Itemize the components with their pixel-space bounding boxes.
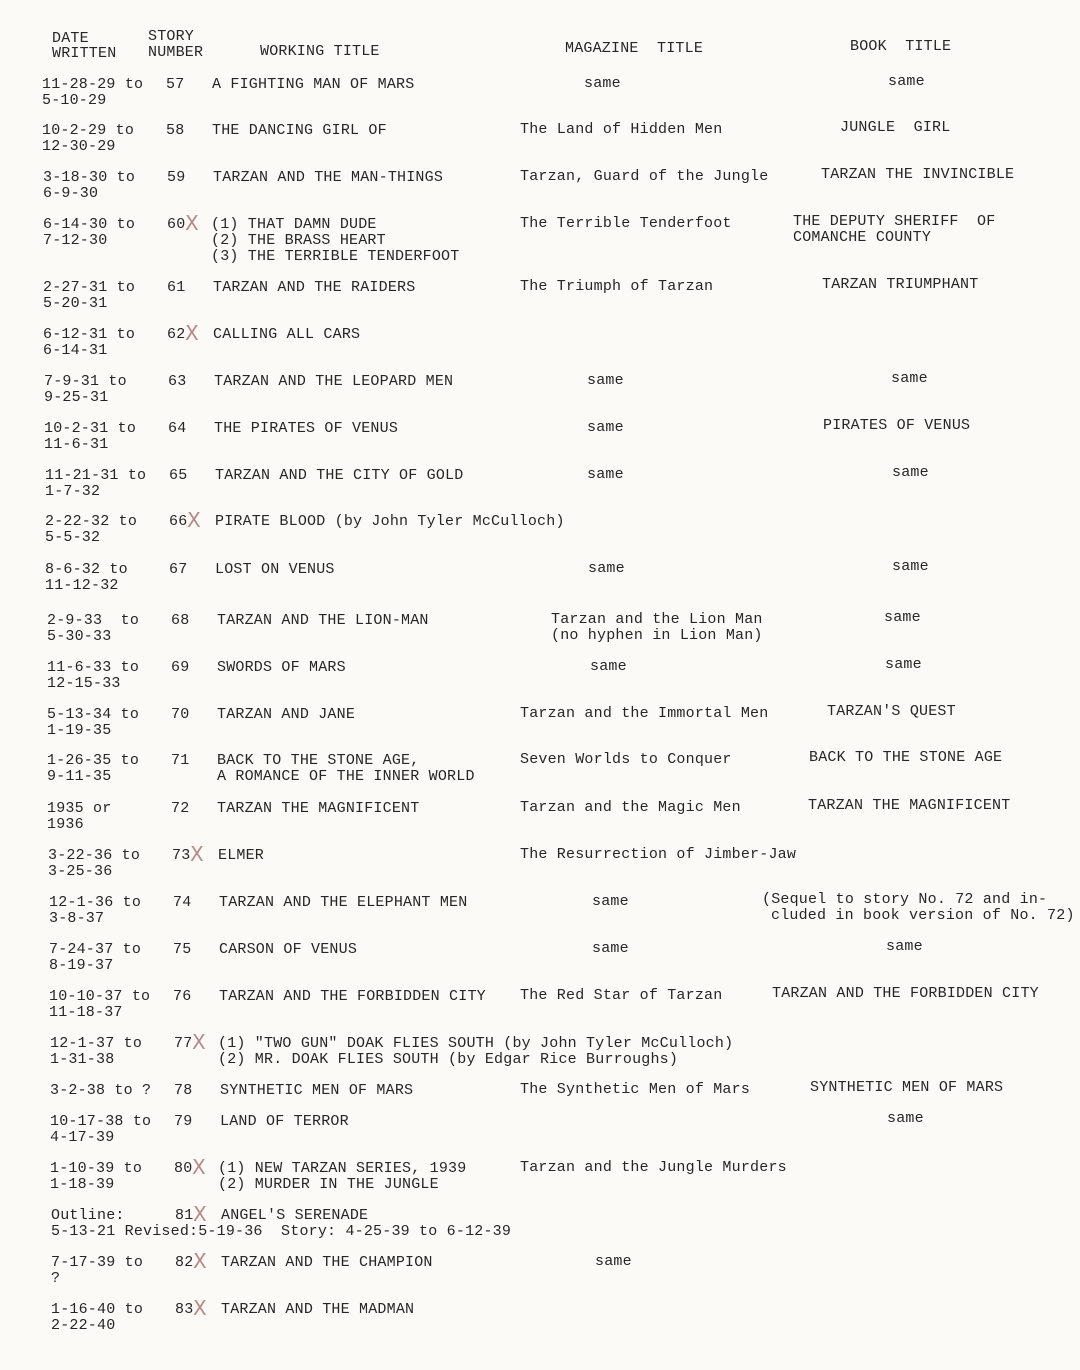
magazine-title: Tarzan, Guard of the Jungle	[520, 168, 769, 185]
magazine-title: same	[587, 419, 624, 436]
story-number: 61	[167, 279, 186, 296]
working-title: (1) NEW TARZAN SERIES, 1939	[218, 1160, 467, 1177]
working-title: PIRATE BLOOD (by John Tyler McCulloch)	[215, 513, 565, 530]
magazine-title: Tarzan and the Immortal Men	[520, 705, 769, 722]
date-written-end: 1-19-35	[47, 722, 112, 739]
check-mark: X	[193, 1296, 207, 1320]
story-number: 67	[169, 561, 188, 578]
date-written-end: 1-31-38	[50, 1051, 115, 1068]
date-written-start: 5-13-34 to	[47, 706, 140, 723]
magazine-title: The Synthetic Men of Mars	[520, 1081, 751, 1098]
date-written-end: 1-18-39	[50, 1176, 115, 1193]
date-written-start: 1-10-39 to	[50, 1160, 143, 1177]
date-written-end: 7-12-30	[43, 232, 108, 249]
working-title: BACK TO THE STONE AGE,	[217, 752, 420, 769]
story-number: 79	[174, 1113, 193, 1130]
date-written-end: 12-15-33	[47, 675, 121, 692]
date-written-end: 5-10-29	[42, 92, 107, 109]
working-title: ANGEL'S SERENADE	[221, 1207, 369, 1224]
story-number: 70	[171, 706, 190, 723]
working-title: SYNTHETIC MEN OF MARS	[220, 1082, 414, 1099]
date-written-start: 2-22-32 to	[45, 513, 138, 530]
date-written-start: 11-21-31 to	[45, 467, 147, 484]
date-written-end: 1936	[47, 816, 84, 833]
working-title: TARZAN AND THE ELEPHANT MEN	[219, 894, 468, 911]
working-title: TARZAN AND THE CHAMPION	[221, 1254, 433, 1271]
date-written-end: 11-18-37	[49, 1004, 123, 1021]
date-written-start: 7-9-31 to	[44, 373, 127, 390]
date-written-end: 11-12-32	[45, 577, 119, 594]
story-number: 58	[166, 122, 185, 139]
date-written-start: 6-12-31 to	[43, 326, 136, 343]
book-title: BACK TO THE STONE AGE	[809, 749, 1003, 766]
date-written-end: 11-6-31	[44, 436, 109, 453]
book-title: (Sequel to story No. 72 and in-	[762, 891, 1048, 908]
check-mark: X	[193, 1249, 207, 1273]
date-written-start: 10-2-29 to	[42, 122, 135, 139]
working-title: ELMER	[218, 847, 265, 864]
book-title: TARZAN AND THE FORBIDDEN CITY	[772, 985, 1039, 1002]
story-number: 57	[166, 76, 185, 93]
story-number: 64	[168, 420, 187, 437]
magazine-title: same	[584, 75, 621, 92]
check-mark: X	[185, 211, 199, 235]
header-story-label: STORY	[148, 28, 195, 45]
date-written-start: 12-1-36 to	[49, 894, 142, 911]
story-number: 63	[168, 373, 187, 390]
date-written-end: 12-30-29	[42, 138, 116, 155]
date-written-end: 5-5-32	[45, 529, 101, 546]
book-title: same	[885, 656, 922, 673]
header-book-title: BOOK TITLE	[850, 38, 952, 55]
story-number: 74	[173, 894, 192, 911]
working-title: TARZAN AND THE FORBIDDEN CITY	[219, 988, 486, 1005]
date-written-end: 6-9-30	[43, 185, 99, 202]
magazine-title-line-2: (no hyphen in Lion Man)	[551, 627, 763, 644]
date-written-start: 8-6-32 to	[45, 561, 128, 578]
header-magazine-title: MAGAZINE TITLE	[565, 40, 704, 57]
header-written-label: WRITTEN	[52, 45, 117, 62]
book-title: PIRATES OF VENUS	[823, 417, 971, 434]
book-title: TARZAN THE INVINCIBLE	[821, 166, 1015, 183]
date-written-end: 2-22-40	[51, 1317, 116, 1334]
magazine-title: The Triumph of Tarzan	[520, 278, 714, 295]
working-title: CARSON OF VENUS	[219, 941, 358, 958]
working-title: TARZAN THE MAGNIFICENT	[217, 800, 420, 817]
book-title: TARZAN'S QUEST	[827, 703, 956, 720]
story-number: 62	[167, 326, 186, 343]
check-mark: X	[192, 1030, 206, 1054]
header-working-title: WORKING TITLE	[260, 43, 380, 60]
check-mark: X	[192, 1155, 206, 1179]
magazine-title: Tarzan and the Jungle Murders	[520, 1159, 787, 1176]
magazine-title: same	[588, 560, 625, 577]
header-date-label: DATE	[52, 30, 89, 47]
story-number: 66	[169, 513, 188, 530]
story-number: 76	[173, 988, 192, 1005]
date-written-end: 3-25-36	[48, 863, 113, 880]
date-written-end: 5-13-21 Revised:5-19-36 Story: 4-25-39 to 6-12-39	[51, 1223, 512, 1240]
book-title: same	[888, 73, 925, 90]
working-title: A FIGHTING MAN OF MARS	[212, 76, 415, 93]
book-title: same	[886, 938, 923, 955]
date-written-start: 1-26-35 to	[47, 752, 140, 769]
working-title: TARZAN AND JANE	[217, 706, 356, 723]
date-written-start: 2-27-31 to	[43, 279, 136, 296]
book-title: TARZAN THE MAGNIFICENT	[808, 797, 1011, 814]
header-number-label: NUMBER	[148, 44, 204, 61]
date-written-start: 12-1-37 to	[50, 1035, 143, 1052]
story-number: 68	[171, 612, 190, 629]
book-title-line-2: cluded in book version of No. 72)	[771, 907, 1075, 924]
date-written-start: 10-17-38 to	[50, 1113, 152, 1130]
date-written-start: 10-2-31 to	[44, 420, 137, 437]
date-written-start: 3-18-30 to	[43, 169, 136, 186]
story-number: 72	[171, 800, 190, 817]
working-title: TARZAN AND THE LION-MAN	[217, 612, 429, 629]
working-title: THE PIRATES OF VENUS	[214, 420, 399, 437]
book-title-line-2: COMANCHE COUNTY	[793, 229, 932, 246]
working-title-line-2: A ROMANCE OF THE INNER WORLD	[217, 768, 475, 785]
book-title: same	[884, 609, 921, 626]
date-written-end: 9-11-35	[47, 768, 112, 785]
date-written-end: 8-19-37	[49, 957, 114, 974]
date-written-end: 4-17-39	[50, 1129, 115, 1146]
date-written-start: 7-17-39 to	[51, 1254, 144, 1271]
story-number: 60	[167, 216, 186, 233]
magazine-title: same	[587, 466, 624, 483]
date-written-end: 9-25-31	[44, 389, 109, 406]
working-title: CALLING ALL CARS	[213, 326, 361, 343]
date-written-start: 1-16-40 to	[51, 1301, 144, 1318]
magazine-title: Seven Worlds to Conquer	[520, 751, 732, 768]
magazine-title: The Red Star of Tarzan	[520, 987, 723, 1004]
story-number: 73	[172, 847, 191, 864]
story-number: 75	[173, 941, 192, 958]
working-title-line-2: (2) MURDER IN THE JUNGLE	[218, 1176, 439, 1193]
working-title: SWORDS OF MARS	[217, 659, 346, 676]
working-title-line-2: (2) MR. DOAK FLIES SOUTH (by Edgar Rice Burroughs)	[218, 1051, 679, 1068]
date-written-start: 10-10-37 to	[49, 988, 151, 1005]
story-number: 65	[169, 467, 188, 484]
story-number: 69	[171, 659, 190, 676]
date-written-end: 3-8-37	[49, 910, 105, 927]
magazine-title: same	[595, 1253, 632, 1270]
working-title: (1) "TWO GUN" DOAK FLIES SOUTH (by John Tyler McCulloch)	[218, 1035, 734, 1052]
book-title: TARZAN TRIUMPHANT	[822, 276, 979, 293]
date-written-start: 11-6-33 to	[47, 659, 140, 676]
working-title: LOST ON VENUS	[215, 561, 335, 578]
book-title: same	[887, 1110, 924, 1127]
book-title: same	[892, 558, 929, 575]
working-title: TARZAN AND THE MADMAN	[221, 1301, 415, 1318]
magazine-title: Tarzan and the Magic Men	[520, 799, 741, 816]
working-title: TARZAN AND THE MAN-THINGS	[213, 169, 444, 186]
check-mark: X	[193, 1202, 207, 1226]
working-title-line-3: (3) THE TERRIBLE TENDERFOOT	[211, 248, 460, 265]
date-written-start: 6-14-30 to	[43, 216, 136, 233]
date-written-end: 5-20-31	[43, 295, 108, 312]
date-written-start: Outline:	[51, 1207, 125, 1224]
story-number: 80	[174, 1160, 193, 1177]
story-number: 82	[175, 1254, 194, 1271]
magazine-title: The Terrible Tenderfoot	[520, 215, 732, 232]
magazine-title: same	[590, 658, 627, 675]
magazine-title: same	[592, 893, 629, 910]
magazine-title: same	[587, 372, 624, 389]
story-number: 83	[175, 1301, 194, 1318]
working-title: THE DANCING GIRL OF	[212, 122, 387, 139]
date-written-start: 3-2-38 to ?	[50, 1082, 152, 1099]
working-title: (1) THAT DAMN DUDE	[211, 216, 377, 233]
book-title: same	[892, 464, 929, 481]
date-written-start: 3-22-36 to	[48, 847, 141, 864]
story-number: 81	[175, 1207, 194, 1224]
magazine-title: same	[592, 940, 629, 957]
working-title: TARZAN AND THE LEOPARD MEN	[214, 373, 454, 390]
working-title: TARZAN AND THE RAIDERS	[213, 279, 416, 296]
date-written-start: 1935 or	[47, 800, 112, 817]
check-mark: X	[190, 842, 204, 866]
story-number: 71	[171, 752, 190, 769]
working-title: LAND OF TERROR	[220, 1113, 349, 1130]
date-written-start: 2-9-33 to	[47, 612, 140, 629]
book-title: JUNGLE GIRL	[840, 119, 951, 136]
magazine-title: The Resurrection of Jimber-Jaw	[520, 846, 797, 863]
magazine-title: Tarzan and the Lion Man	[551, 611, 763, 628]
date-written-end: 5-30-33	[47, 628, 112, 645]
magazine-title: The Land of Hidden Men	[520, 121, 723, 138]
date-written-start: 11-28-29 to	[42, 76, 144, 93]
date-written-end: 1-7-32	[45, 483, 101, 500]
working-title-line-2: (2) THE BRASS HEART	[211, 232, 386, 249]
date-written-end: ?	[51, 1270, 61, 1287]
book-title: same	[891, 370, 928, 387]
check-mark: X	[185, 321, 199, 345]
date-written-end: 6-14-31	[43, 342, 108, 359]
working-title: TARZAN AND THE CITY OF GOLD	[215, 467, 464, 484]
date-written-start: 7-24-37 to	[49, 941, 142, 958]
story-number: 78	[174, 1082, 193, 1099]
check-mark: X	[187, 508, 201, 532]
book-title: SYNTHETIC MEN OF MARS	[810, 1079, 1004, 1096]
story-number: 77	[174, 1035, 193, 1052]
book-title: THE DEPUTY SHERIFF OF	[793, 213, 996, 230]
story-number: 59	[167, 169, 186, 186]
